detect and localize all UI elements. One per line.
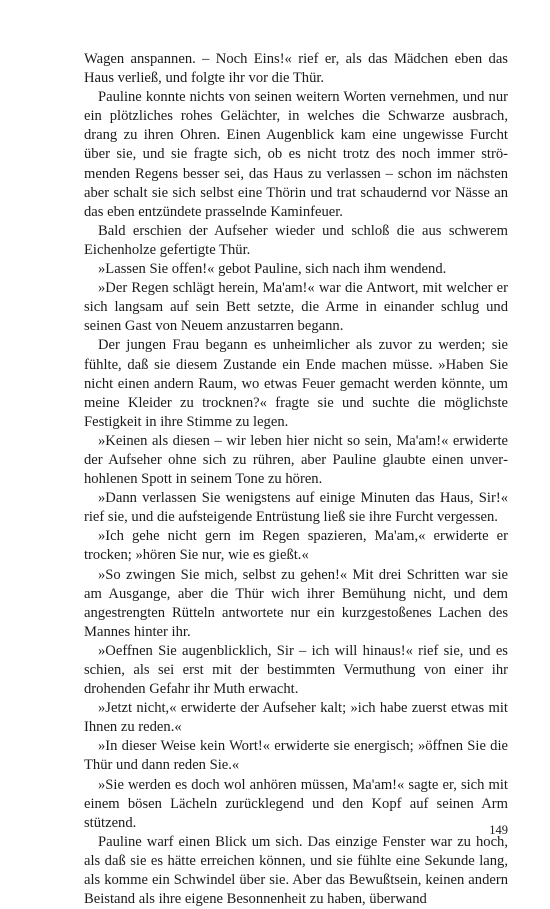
paragraph: Der jungen Frau begann es unheimlicher als zuvor zu werden; sie fühlte, daß sie diesem Zustande ein Ende machen müsse. »Haben Sie nicht einen andern Raum, wo etwas Feuer gemacht werden könnte, um meine Kleider zu trocknen?« fragte sie und suchte die möglichste Festigkeit in ihre Stimme zu legen. bbox=[84, 337, 508, 430]
paragraph: »So zwingen Sie mich, selbst zu gehen!« Mit drei Schritten war sie am Ausgange, aber die Thür wich ihrer Bemühung nicht, und dem angestrengten Rütteln antwortete nur ein kurzgestoßenes Lachen des Mannes hinter ihr. bbox=[84, 566, 508, 640]
paragraph: »Der Regen schlägt herein, Ma'am!« war die Antwort, mit welcher er sich langsam auf sein Bett setzte, die Arme in einander schlug und seinen Gast von Neuem anzustarren begann. bbox=[84, 280, 508, 335]
paragraph: Pauline warf einen Blick um sich. Das einzige Fenster war zu hoch, als daß sie es hätte erreichen können, und sie fühlte eine Sekunde lang, als komme ein Schwindel über sie. Aber das Bewußtsein, keinen andern Beistand als ihre eigene Besonnenheit zu haben, überwand bbox=[84, 833, 508, 908]
paragraph: »Jetzt nicht,« erwiderte der Aufseher kalt; »ich habe zuerst etwas mit Ihnen zu reden.« bbox=[84, 700, 508, 736]
paragraph: Bald erschien der Aufseher wieder und schloß die aus schwerem Eichenholze gefertigte Thür. bbox=[84, 222, 508, 258]
paragraph: »Sie werden es doch wol anhören müssen, Ma'am!« sagte er, sich mit einem bösen Lächeln zurücklegend und den Kopf auf seinen Arm stützend. bbox=[84, 776, 508, 831]
paragraph: »Lassen Sie offen!« gebot Pauline, sich nach ihm wendend. bbox=[98, 261, 447, 278]
page-number: 149 bbox=[489, 823, 508, 837]
paragraph: »Keinen als diesen – wir leben hier nicht so sein, Ma'am!« erwiderte der Aufseher ohne sich zu rühren, aber Pauline glaubte einen unverhohlenen Spott in seinem Tone zu hören. bbox=[84, 432, 508, 488]
body-text bbox=[84, 50, 508, 909]
paragraph: Wagen anspannen. – Noch Eins!« rief er, als das Mädchen eben das Haus verließ, und folgte ihr vor die Thür. bbox=[84, 51, 508, 87]
paragraph: Pauline konnte nichts von seinen weitern Worten vernehmen, und nur ein plötzliches rohes Gelächter, in welches die Schwarze ausbrach, drang zu ihren Ohren. Einen Augenblick kam eine ungewisse Furcht über sie, und sie fragte sich, ob es nicht trotz des noch immer strömenden Regens besser sei, das Haus zu verlassen – schon im nächsten aber schalt sie sich selbst eine Thörin und trat schaudernd vor Nässe an das eben entzündete prasselnde Kaminfeuer. bbox=[84, 89, 508, 220]
paragraph: »In dieser Weise kein Wort!« erwiderte sie energisch; »öffnen Sie die Thür und dann reden Sie.« bbox=[84, 738, 508, 774]
paragraph: »Ich gehe nicht gern im Regen spazieren, Ma'am,« erwiderte er trocken; »hören Sie nur, wie es gießt.« bbox=[84, 528, 508, 564]
paragraph: »Dann verlassen Sie wenigstens auf einige Minuten das Haus, Sir!« rief sie, und die aufsteigende Entrüstung ließ sie ihre Furcht vergessen. bbox=[84, 490, 508, 526]
paragraph: »Oeffnen Sie augenblicklich, Sir – ich will hinaus!« rief sie, und es schien, als sei erst mit der bestimmten Vermuthung von einer ihr drohenden Gefahr ihr Muth erwacht. bbox=[84, 642, 508, 698]
